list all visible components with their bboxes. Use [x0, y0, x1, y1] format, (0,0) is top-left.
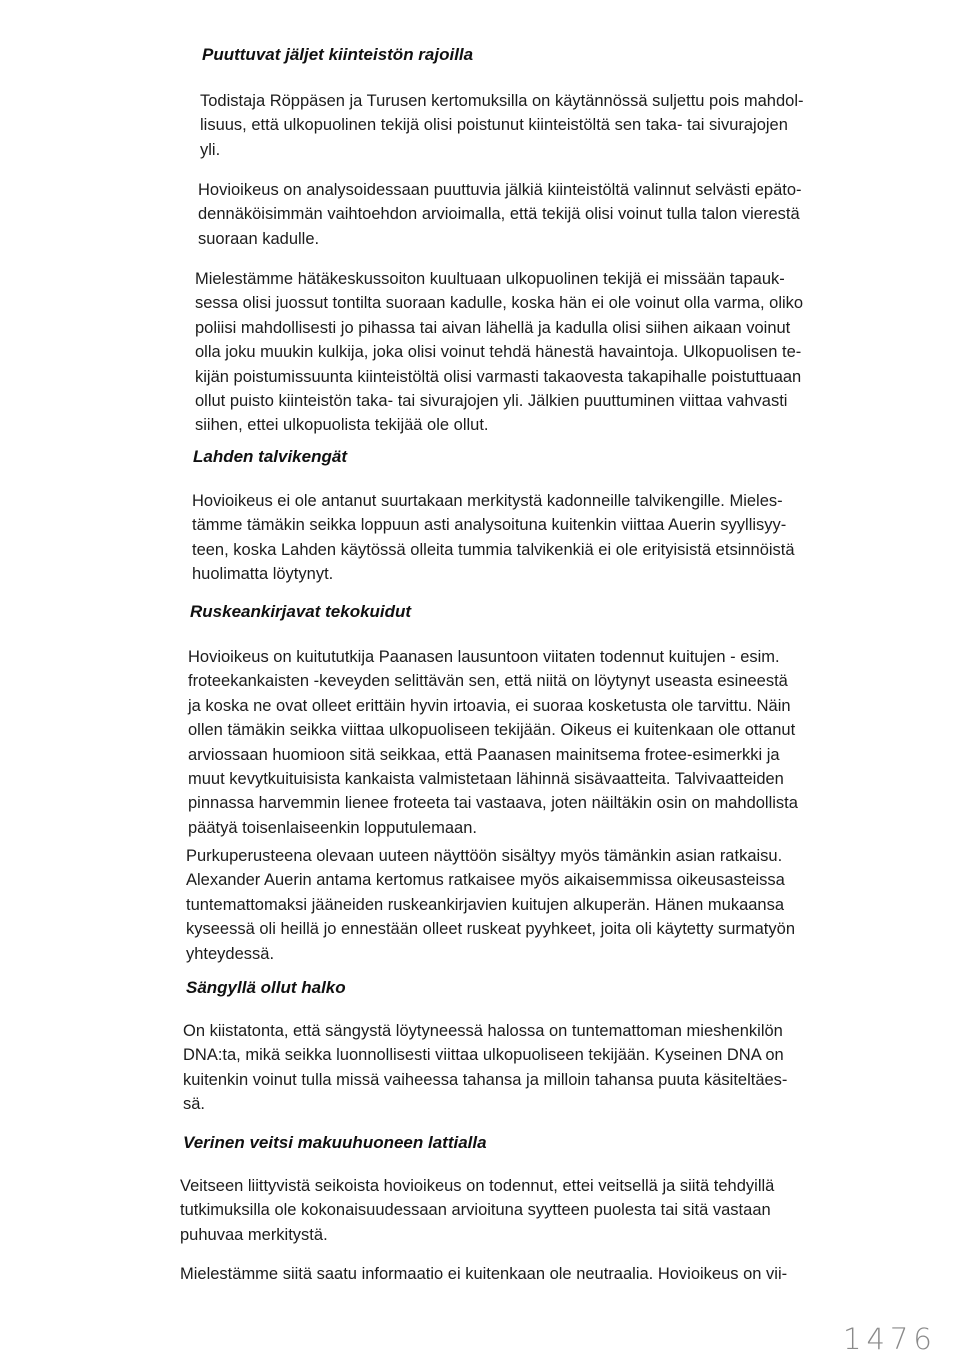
paragraph: [180, 1174, 774, 1247]
text-line: suoraan kadulle.: [198, 229, 320, 248]
text-line: Veitseen liittyvistä seikoista hovioikeus on todennut, ettei veitsellä ja siitä tehdyillä: [180, 1177, 775, 1195]
paragraph: [186, 844, 795, 966]
section-heading: Lahden talvikengät: [193, 447, 347, 466]
text-line: Todistaja Röppäsen ja Turusen kertomuksilla on käytännössä suljettu pois mahdol-: [200, 92, 804, 110]
text-line: pinnassa harvemmin lienee froteeta tai vastaava, joten näiltäkin osin on mahdollista: [188, 794, 798, 813]
paragraph: [183, 1019, 787, 1117]
text-line: ollen tämäkin seikka viittaa ulkopuoliseen tekijään. Oikeus ei kuitenkaan ole ottanut: [188, 721, 796, 740]
text-line: ja koska ne ovat olleet erittäin hyvin irtoavia, ei suoraa kosketusta ole tarvittu. Näin: [188, 696, 791, 715]
text-line: poliisi mahdollisesti jo pihassa tai aivan lähellä ja kadulla olisi siihen aikaan voinut: [195, 318, 791, 337]
paragraph: [180, 1262, 787, 1286]
paragraph: [188, 645, 798, 840]
text-line: kijän poistumissuunta kiinteistöltä olisi varmasti takaovesta takapihalle poistuttuaan: [195, 367, 802, 386]
paragraph: [195, 267, 803, 438]
text-line: siihen, ettei ulkopuolista tekijää ole ollut.: [195, 416, 489, 435]
text-line: On kiistatonta, että sängystä löytyneessä halossa on tuntemattoman mieshenkilön: [183, 1022, 783, 1040]
text-line: ollut puisto kiinteistön taka- tai sivurajojen yli. Jälkien puuttuminen viittaa vahvasti: [195, 392, 788, 411]
text-line: olla joku muukin kulkija, joka olisi voinut tehdä hänestä havaintoja. Ulkopuolisen te-: [195, 343, 802, 362]
paragraph: [200, 89, 804, 162]
text-line: kuitenkin voinut tulla missä vaiheessa tahansa ja milloin tahansa puuta käsiteltäes-: [183, 1070, 788, 1089]
text-line: lisuus, että ulkopuolinen tekijä olisi poistunut kiinteistöltä sen taka- tai sivurajojen: [200, 116, 788, 135]
text-line: Hovioikeus ei ole antanut suurtakaan merkitystä kadonneille talvikengille. Mieles-: [192, 492, 783, 510]
text-line: DNA:ta, mikä seikka luonnollisesti viittaa ulkopuoliseen tekijään. Kyseinen DNA on: [183, 1046, 784, 1065]
text-line: teen, koska Lahden käytössä olleita tummia talvikenkiä ei ole erityisistä etsinnöistä: [192, 540, 795, 559]
text-line: Hovioikeus on analysoidessaan puuttuvia jälkiä kiinteistöltä valinnut selvästi epäto-: [198, 181, 802, 199]
paragraph: [192, 489, 795, 587]
text-line: huolimatta löytynyt.: [192, 565, 334, 584]
text-line: sä.: [183, 1095, 206, 1114]
text-line: arviossaan huomioon sitä seikkaa, että Paanasen mainitsema frotee-esimerkki ja: [188, 745, 780, 764]
text-line: sessa olisi juossut tontilta suoraan kadulle, koska hän ei ole voinut olla varma, oliko: [195, 294, 804, 313]
text-line: puhuvaa merkitystä.: [180, 1225, 328, 1244]
text-line: tuntemattomaksi jääneiden ruskeankirjavien kuitujen alkuperän. Hänen mukaansa: [186, 895, 785, 914]
text-line: tutkimuksilla ole kokonaisuudessaan arvioituna syytteen puolesta tai sitä vastaan: [180, 1201, 771, 1220]
text-line: Hovioikeus on kuitututkija Paanasen lausuntoon viitaten todennut kuitujen - esim.: [188, 648, 780, 666]
text-line: kyseessä oli heillä jo ennestään olleet ruskeat pyyhkeet, joita oli käytetty surmatyön: [186, 920, 795, 939]
text-line: päätyä toisenlaiseenkin lopputulemaan.: [188, 818, 477, 837]
text-line: yli.: [200, 140, 221, 159]
text-line: dennäköisimmän vaihtoehdon arvioimalla, että tekijä olisi voinut tulla talon vierestä: [198, 205, 800, 224]
section-heading: Ruskeankirjavat tekokuidut: [190, 602, 412, 621]
section-heading: Puuttuvat jäljet kiinteistön rajoilla: [202, 45, 474, 64]
text-line: froteekankaisten -keveyden selittävän sen, että niitä on löytynyt useasta esineestä: [188, 672, 788, 691]
paragraph: [198, 178, 802, 251]
text-line: yhteydessä.: [186, 944, 275, 963]
page-number: 1476: [843, 1322, 937, 1356]
text-line: Alexander Auerin antama kertomus ratkaisee myös aikaisemmissa oikeusasteissa: [186, 871, 785, 890]
section-heading: Verinen veitsi makuuhuoneen lattialla: [183, 1133, 487, 1152]
text-line: Mielestämme hätäkeskussoiton kuultuaan ulkopuolinen tekijä ei missään tapauk-: [195, 270, 785, 288]
section-heading: Sängyllä ollut halko: [186, 978, 346, 997]
text-line: tämme tämäkin seikka loppuun asti analysoituna kuitenkin viittaa Auerin syyllisyy-: [192, 516, 787, 535]
text-line: Mielestämme siitä saatu informaatio ei kuitenkaan ole neutraalia. Hovioikeus on vii-: [180, 1265, 788, 1283]
text-line: Purkuperusteena olevaan uuteen näyttöön sisältyy myös tämänkin asian ratkaisu.: [186, 847, 783, 865]
text-line: muut kevytkuituisista kankaista valmistetaan lähinnä sisävaatteita. Talvivaatteiden: [188, 770, 784, 789]
